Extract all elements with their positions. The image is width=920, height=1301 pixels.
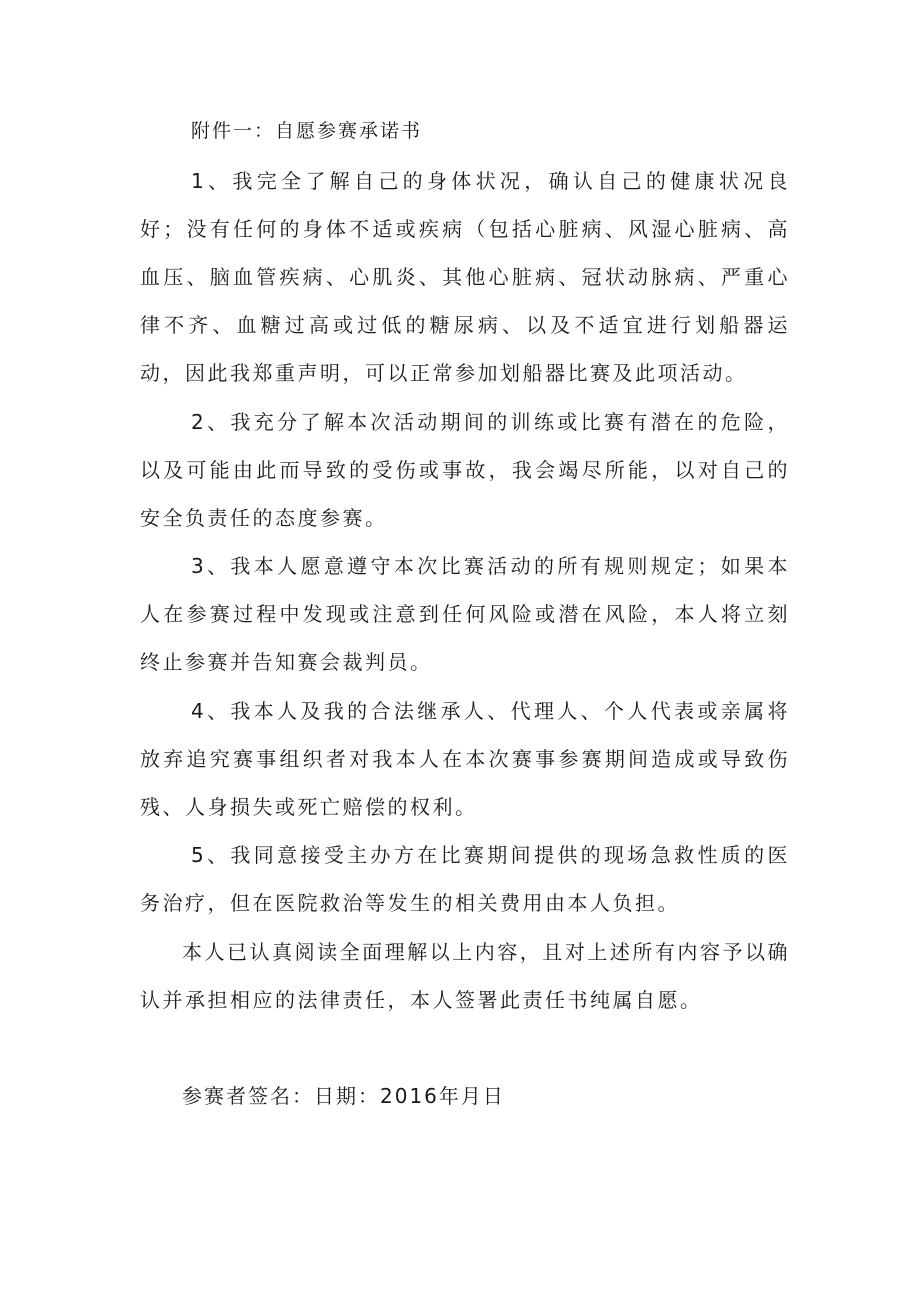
clause-1: 1、我完全了解自己的身体状况，确认自己的健康状况良好；没有任何的身体不适或疾病（包括心脏病、风湿心脏病、高血压、脑血管疾病、心肌炎、其他心脏病、冠状动脉病、严重心律不齐、血糖过高或过低的糖尿病、以及不适宜进行划船器运动，因此我郑重声明，可以正常参加划船器比赛及此项活动。 xyxy=(140,169,790,385)
signature-date-line: 参赛者签名：日期：2016年月日 xyxy=(182,1084,505,1108)
clause-2: 2、我充分了解本次活动期间的训练或比赛有潜在的危险，以及可能由此而导致的受伤或事故，我会竭尽所能，以对自己的安全负责任的态度参赛。 xyxy=(140,410,790,530)
clause-5: 5、我同意接受主办方在比赛期间提供的现场急救性质的医务治疗，但在医院救治等发生的相关费用由本人负担。 xyxy=(140,843,790,915)
document-title: 附件一：自愿参赛承诺书 xyxy=(191,120,423,142)
confirmation-statement: 本人已认真阅读全面理解以上内容，且对上述所有内容予以确认并承担相应的法律责任，本人签署此责任书纯属自愿。 xyxy=(140,940,790,1012)
clause-4: 4、我本人及我的合法继承人、代理人、个人代表或亲属将放弃追究赛事组织者对我本人在本次赛事参赛期间造成或导致伤残、人身损失或死亡赔偿的权利。 xyxy=(140,699,790,819)
clause-3: 3、我本人愿意遵守本次比赛活动的所有规则规定；如果本人在参赛过程中发现或注意到任何风险或潜在风险，本人将立刻终止参赛并告知赛会裁判员。 xyxy=(140,554,790,674)
